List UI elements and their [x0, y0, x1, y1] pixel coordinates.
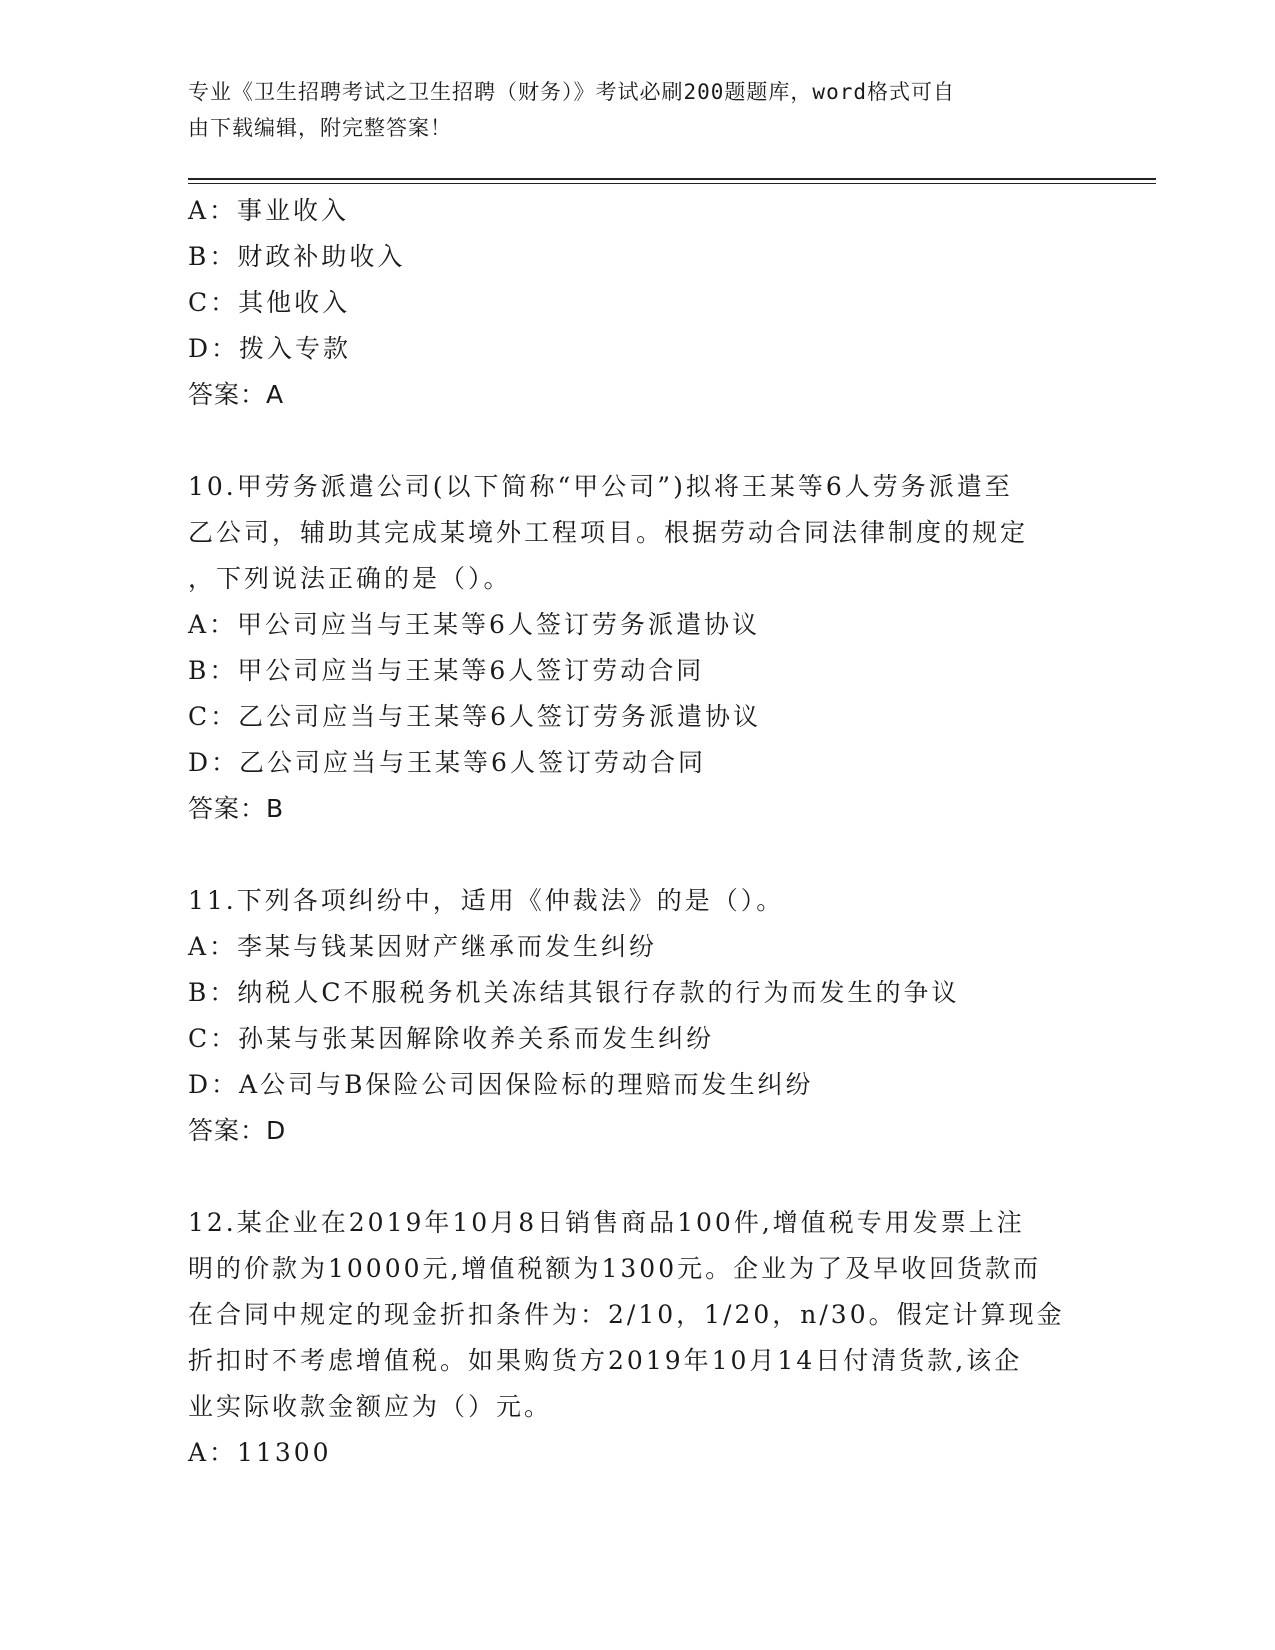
- option-c: C：孙某与张某因解除收养关系而发生纠纷: [188, 1024, 715, 1053]
- option-a: A：甲公司应当与王某等6人签订劳务派遣协议: [188, 610, 760, 639]
- option-a: A：11300: [188, 1438, 332, 1467]
- header-rule-thin: [188, 183, 1156, 184]
- question-text: ，下列说法正确的是（）。: [188, 564, 512, 593]
- question-text: 在合同中规定的现金折扣条件为：2/10，1/20，n/30。假定计算现金: [188, 1300, 1065, 1329]
- question-9: [188, 188, 1108, 418]
- question-text: 业实际收款金额应为（）元。: [188, 1392, 553, 1421]
- option-a: A：事业收入: [188, 196, 350, 225]
- spacer: [188, 832, 1108, 878]
- answer: 答案：A: [188, 380, 285, 409]
- option-d: D：拨入专款: [188, 334, 352, 363]
- option-b: B：财政补助收入: [188, 242, 406, 271]
- question-11: [188, 878, 1108, 1154]
- spacer: [188, 1154, 1108, 1200]
- option-d: D：A公司与B保险公司因保险标的理赔而发生纠纷: [188, 1070, 814, 1099]
- option-c: C：其他收入: [188, 288, 351, 317]
- option-b: B：甲公司应当与王某等6人签订劳动合同: [188, 656, 705, 685]
- spacer: [188, 418, 1108, 464]
- question-text: 折扣时不考虑增值税。如果购货方2019年10月14日付清货款,该企: [188, 1346, 1023, 1375]
- question-10: [188, 464, 1108, 832]
- header-line-2: 由下载编辑，附完整答案！: [188, 116, 452, 140]
- document-header: [188, 74, 1068, 146]
- header-line-1: 专业《卫生招聘考试之卫生招聘（财务）》考试必刷200题题库，word格式可自: [188, 80, 955, 104]
- header-rule-thick: [188, 178, 1156, 180]
- document-body: [188, 188, 1108, 1476]
- question-text: 12.某企业在2019年10月8日销售商品100件,增值税专用发票上注: [188, 1208, 1025, 1237]
- option-c: C：乙公司应当与王某等6人签订劳务派遣协议: [188, 702, 762, 731]
- option-a: A：李某与钱某因财产继承而发生纠纷: [188, 932, 658, 961]
- answer: 答案：B: [188, 794, 285, 823]
- option-b: B：纳税人C不服税务机关冻结其银行存款的行为而发生的争议: [188, 978, 960, 1007]
- question-text: 10.甲劳务派遣公司(以下简称“甲公司”)拟将王某等6人劳务派遣至: [188, 472, 1013, 501]
- option-d: D：乙公司应当与王某等6人签订劳动合同: [188, 748, 706, 777]
- question-text: 乙公司，辅助其完成某境外工程项目。根据劳动合同法律制度的规定: [188, 518, 1029, 547]
- question-text: 11.下列各项纠纷中，适用《仲裁法》的是（）。: [188, 886, 785, 915]
- answer: 答案：D: [188, 1116, 287, 1145]
- question-text: 明的价款为10000元,增值税额为1300元。企业为了及早收回货款而: [188, 1254, 1042, 1283]
- question-12: [188, 1200, 1108, 1476]
